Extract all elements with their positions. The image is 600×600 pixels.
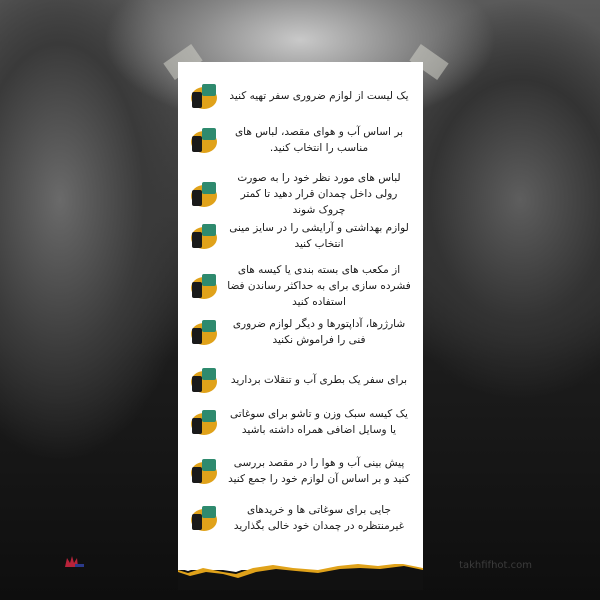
- bag-icon: [186, 404, 222, 440]
- water-snacks-icon: [186, 362, 222, 398]
- checklist-item-text: یک لیست از لوازم ضروری سفر تهیه کنید: [229, 90, 409, 102]
- checklist-item-text: لباس های مورد نظر خود را به صورت رولی داخل چمدان قرار دهید تا کمتر چروک شوند: [237, 172, 401, 216]
- checklist-item-text: پیش بینی آب و هوا را در مقصد بررسی کنید و بر اساس آن لوازم خود را جمع کنید: [228, 457, 410, 485]
- checklist-item: [186, 78, 416, 114]
- checklist-item: [186, 122, 416, 158]
- checklist-item: [186, 500, 416, 536]
- brand-logo: [63, 554, 85, 568]
- checklist-item-text: بر اساس آب و هوای مقصد، لباس های مناسب را انتخاب کنید.: [234, 126, 404, 154]
- checklist-item-text: از مکعب های بسته بندی یا کیسه های فشرده سازی برای به حداکثر رساندن فضا استفاده کنید: [227, 264, 411, 308]
- weather-icon: [186, 453, 222, 489]
- checklist-item-text: لوازم بهداشتی و آرایشی را در سایز مینی انتخاب کنید: [229, 222, 409, 250]
- luggage-gift-icon: [186, 500, 222, 536]
- packing-cubes-icon: [186, 268, 222, 304]
- checklist-item: [186, 170, 416, 218]
- watermark: takhfifhot.com: [459, 560, 532, 571]
- checklist-item: [186, 218, 416, 254]
- checklist-item: [186, 404, 416, 440]
- clothes-icon: [186, 122, 222, 158]
- suitcase-icon: [186, 176, 222, 212]
- charger-icon: [186, 314, 222, 350]
- toiletries-icon: [186, 218, 222, 254]
- checklist-item-text: برای سفر یک بطری آب و تنقلات بردارید: [230, 374, 408, 386]
- box-list-icon: [186, 78, 222, 114]
- torn-edge: [178, 560, 423, 590]
- checklist-item: [186, 262, 416, 310]
- checklist-item-text: جایی برای سوغاتی ها و خریدهای غیرمنتظره در چمدان خود خالی بگذارید: [233, 504, 405, 532]
- checklist-item: [186, 453, 416, 489]
- checklist-item-text: یک کیسه سبک وزن و تاشو برای سوغاتی یا وسایل اضافی همراه داشته باشید: [230, 408, 408, 436]
- checklist-item: [186, 362, 416, 398]
- checklist-item: [186, 314, 416, 350]
- checklist-item-text: شارژرها، آداپتورها و دیگر لوازم ضروری فنی را فراموش نکنید: [232, 318, 406, 346]
